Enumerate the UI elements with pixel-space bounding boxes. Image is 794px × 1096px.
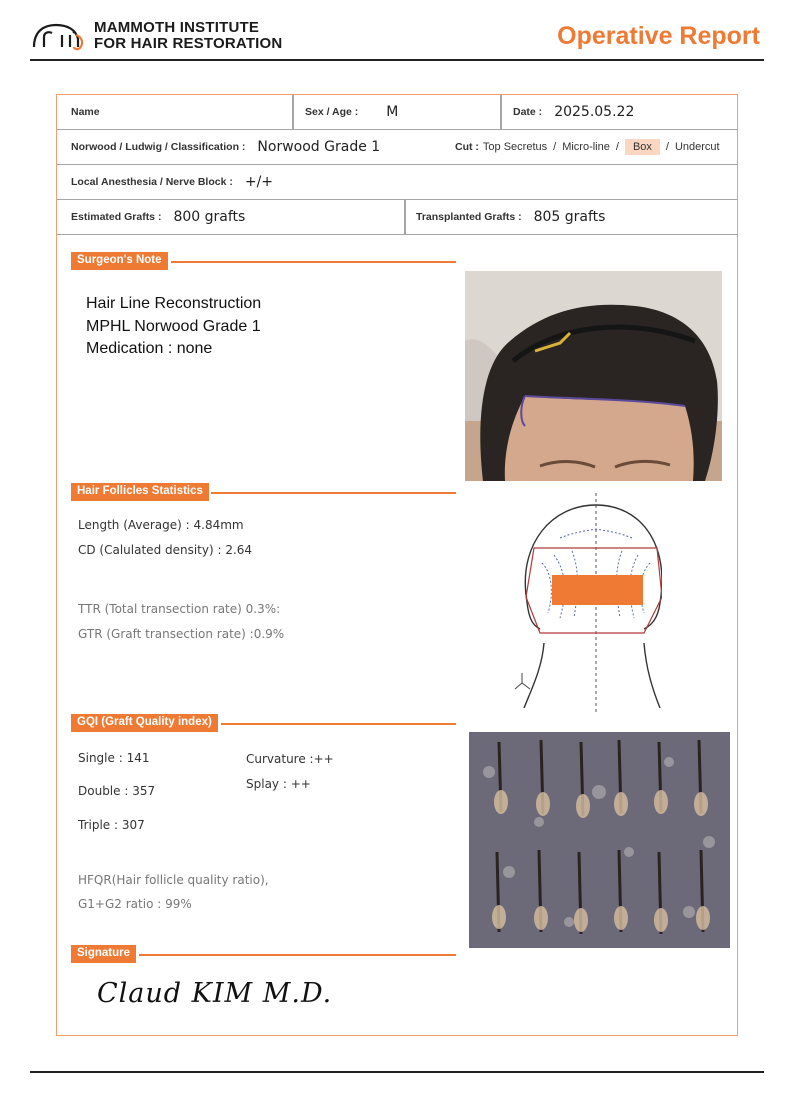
signature-heading (71, 945, 456, 963)
estimated-grafts-label: Estimated Grafts : (71, 211, 162, 223)
cut-option-undercut: Undercut (674, 141, 720, 153)
statistics-heading (71, 483, 456, 501)
footer-divider (30, 1071, 764, 1073)
note-line: Hair Line Reconstruction (86, 295, 262, 312)
classification-cell (71, 130, 380, 164)
name-cell (71, 95, 112, 129)
note-line: MPHL Norwood Grade 1 (86, 317, 261, 335)
transplanted-grafts-label: Transplanted Grafts : (416, 211, 522, 223)
anesthesia-value: +/+ (244, 174, 274, 190)
cut-option-top-secretus: Top Secretus (482, 141, 548, 153)
estimated-grafts-value: 800 grafts (173, 209, 246, 225)
section-label: Surgeon's Note (71, 252, 168, 270)
gqi-heading (71, 714, 456, 732)
gqi-curvature: Curvature :++ (246, 752, 334, 766)
graft-microscope-photo (469, 732, 730, 948)
logo-line-2: FOR HAIR RESTORATION (94, 35, 283, 52)
date-cell (513, 95, 634, 129)
report-header (30, 18, 764, 62)
row-anesthesia (57, 165, 737, 200)
classification-value: Norwood Grade 1 (257, 139, 381, 155)
institute-logo-text (94, 20, 282, 52)
sex-age-label: Sex / Age : (305, 106, 359, 118)
section-line (171, 261, 456, 263)
name-label: Name (71, 106, 100, 118)
stat-ttr: TTR (Total transection rate) 0.3%: (78, 602, 281, 616)
date-label: Date : (513, 106, 543, 118)
date-value: 2025.05.22 (554, 104, 635, 120)
classification-label: Norwood / Ludwig / Classification : (71, 141, 246, 153)
section-line (221, 723, 456, 725)
surgeons-note-text (86, 293, 261, 361)
section-label: Hair Follicles Statistics (71, 483, 209, 501)
cut-option-box-selected: Box (625, 139, 660, 155)
gqi-splay: Splay : ++ (246, 777, 311, 791)
note-line: Medication : none (86, 340, 213, 357)
section-line (211, 492, 456, 494)
gqi-hfqr: HFQR(Hair follicle quality ratio), (78, 873, 269, 887)
sex-age-value: M (386, 104, 399, 120)
stat-cd: CD (Calulated density) : 2.64 (78, 543, 253, 557)
logo-line-1: MAMMOTH INSTITUTE (94, 19, 260, 36)
cut-options: Top Secretus / Micro-line / Box / Undercut (482, 141, 720, 153)
transplanted-grafts-value: 805 grafts (533, 209, 606, 225)
divider (292, 95, 294, 129)
section-label: GQI (Graft Quality index) (71, 714, 218, 732)
divider (500, 95, 502, 129)
cut-option-micro-line: Micro-line (562, 141, 610, 153)
sex-age-cell (305, 95, 398, 129)
stat-length: Length (Average) : 4.84mm (78, 518, 244, 532)
section-label: Signature (71, 945, 136, 963)
mammoth-icon (32, 21, 88, 51)
surgeon-signature: Claud KIM M.D. (97, 978, 333, 1009)
donor-area-diagram (512, 493, 662, 713)
divider (404, 200, 406, 234)
gqi-single: Single : 141 (78, 751, 150, 765)
stat-gtr: GTR (Graft transection rate) :0.9% (78, 627, 285, 641)
estimated-grafts-cell (71, 200, 245, 234)
gqi-triple: Triple : 307 (78, 818, 145, 832)
cut-cell (455, 130, 720, 164)
cut-label: Cut : (455, 141, 479, 153)
header-divider (30, 59, 764, 61)
section-line (139, 954, 456, 956)
gqi-ratio: G1+G2 ratio : 99% (78, 897, 192, 911)
report-form (56, 94, 738, 1036)
row-grafts (57, 200, 737, 235)
anesthesia-cell (71, 165, 273, 199)
hairline-photo (465, 271, 722, 481)
row-name-sex-date (57, 95, 737, 130)
row-classification-cut (57, 130, 737, 165)
surgeons-note-heading (71, 252, 456, 270)
report-title: Operative Report (557, 22, 760, 50)
transplanted-grafts-cell (416, 200, 605, 234)
gqi-double: Double : 357 (78, 784, 156, 798)
anesthesia-label: Local Anesthesia / Nerve Block : (71, 176, 233, 188)
